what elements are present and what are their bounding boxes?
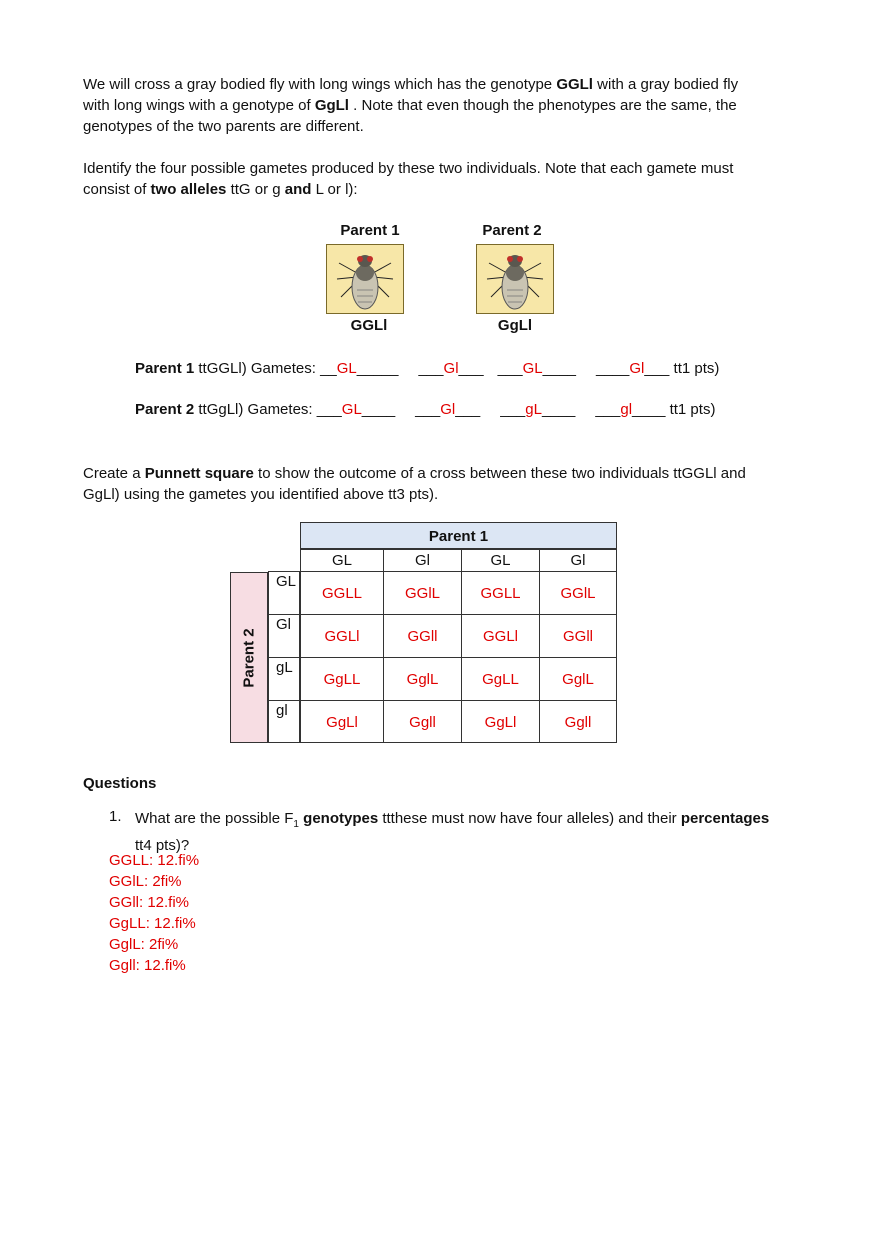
gamete-answer: Gl bbox=[443, 360, 459, 377]
gamete-answer: gL bbox=[525, 401, 542, 418]
punnett-cell: Ggll bbox=[383, 700, 462, 743]
punnett-cell: GGlL bbox=[539, 571, 617, 615]
gamete-answer: GL bbox=[341, 401, 362, 418]
punnett-top-label: Parent 1 bbox=[300, 522, 617, 549]
parent1-gametes-line: Parent 1 ttGGLl) Gametes: __GL_____ ___Gl___ ___GL____ ____Gl___ tt1 pts) bbox=[135, 360, 720, 377]
punnett-col-header: Gl bbox=[383, 549, 462, 572]
punnett-row-header: GL bbox=[268, 571, 300, 615]
gamete-answer: Gl bbox=[629, 360, 645, 377]
parent2-genotype: GgLl bbox=[497, 317, 533, 334]
gamete-answer: GL bbox=[336, 360, 357, 377]
punnett-cell: GglL bbox=[383, 657, 462, 701]
parent1-label: Parent 1 bbox=[340, 222, 400, 239]
parent2-label: Parent 2 bbox=[482, 222, 542, 239]
answer-line: GgLL: 12.fi% bbox=[109, 915, 196, 932]
answer-line: GGlL: 2fi% bbox=[109, 873, 182, 890]
punnett-cell: GGll bbox=[539, 614, 617, 658]
punnett-cell: GGLl bbox=[461, 614, 540, 658]
punnett-cell: GGLL bbox=[300, 571, 384, 615]
punnett-cell: GGll bbox=[383, 614, 462, 658]
punnett-row-header: gL bbox=[268, 657, 300, 701]
question-1-number: 1. bbox=[109, 808, 122, 825]
punnett-cell: GGLL bbox=[461, 571, 540, 615]
gamete-answer: gl bbox=[620, 401, 633, 418]
punnett-cell: GgLL bbox=[461, 657, 540, 701]
identify-paragraph: Identify the four possible gametes produced by these two individuals. Note that each gamete must consist of two alleles ttG or g and L or l): bbox=[83, 160, 734, 198]
parent2-gametes-line: Parent 2 ttGgLl) Gametes: ___GL____ ___Gl___ ___gL____ ___gl____ tt1 pts) bbox=[135, 401, 716, 418]
intro-paragraph: We will cross a gray bodied fly with long wings which has the genotype GGLl with a gray bodied fly with long wings with a genotype of GgLl . Note that even though the phenotypes are the same, the genotypes of the two parents are different. bbox=[83, 76, 739, 135]
questions-heading: Questions bbox=[83, 775, 157, 792]
question-1-text: What are the possible $F_1$ genotypes ttthese must now have four alleles) and their percentages tt4 pts)? bbox=[135, 810, 770, 854]
punnett-cell: GGLl bbox=[300, 614, 384, 658]
punnett-cell: GgLl bbox=[461, 700, 540, 743]
punnett-col-header: GL bbox=[300, 549, 384, 572]
answer-line: GGll: 12.fi% bbox=[109, 894, 190, 911]
punnett-cell: GglL bbox=[539, 657, 617, 701]
answer-line: GglL: 2fi% bbox=[109, 936, 179, 953]
answer-line: Ggll: 12.fi% bbox=[109, 957, 186, 974]
punnett-cell: GgLL bbox=[300, 657, 384, 701]
parent1-genotype: GGLl bbox=[350, 317, 388, 334]
punnett-row-header: Gl bbox=[268, 614, 300, 658]
punnett-cell: GGlL bbox=[383, 571, 462, 615]
punnett-col-header: GL bbox=[461, 549, 540, 572]
punnett-instruction: Create a Punnett square to show the outcome of a cross between these two individuals ttGGLl and GgLl) using the gametes you identified above tt3 pts). bbox=[83, 465, 746, 503]
gamete-answer: Gl bbox=[440, 401, 456, 418]
punnett-col-header: Gl bbox=[539, 549, 617, 572]
gamete-answer: GL bbox=[522, 360, 543, 377]
fly-image-parent1 bbox=[326, 244, 404, 314]
punnett-cell: GgLl bbox=[300, 700, 384, 743]
answer-line: GGLL: 12.fi% bbox=[109, 852, 200, 869]
fly-image-parent2 bbox=[476, 244, 554, 314]
punnett-cell: Ggll bbox=[539, 700, 617, 743]
punnett-row-header: gl bbox=[268, 700, 300, 743]
punnett-side-label: Parent 2 bbox=[230, 572, 268, 743]
